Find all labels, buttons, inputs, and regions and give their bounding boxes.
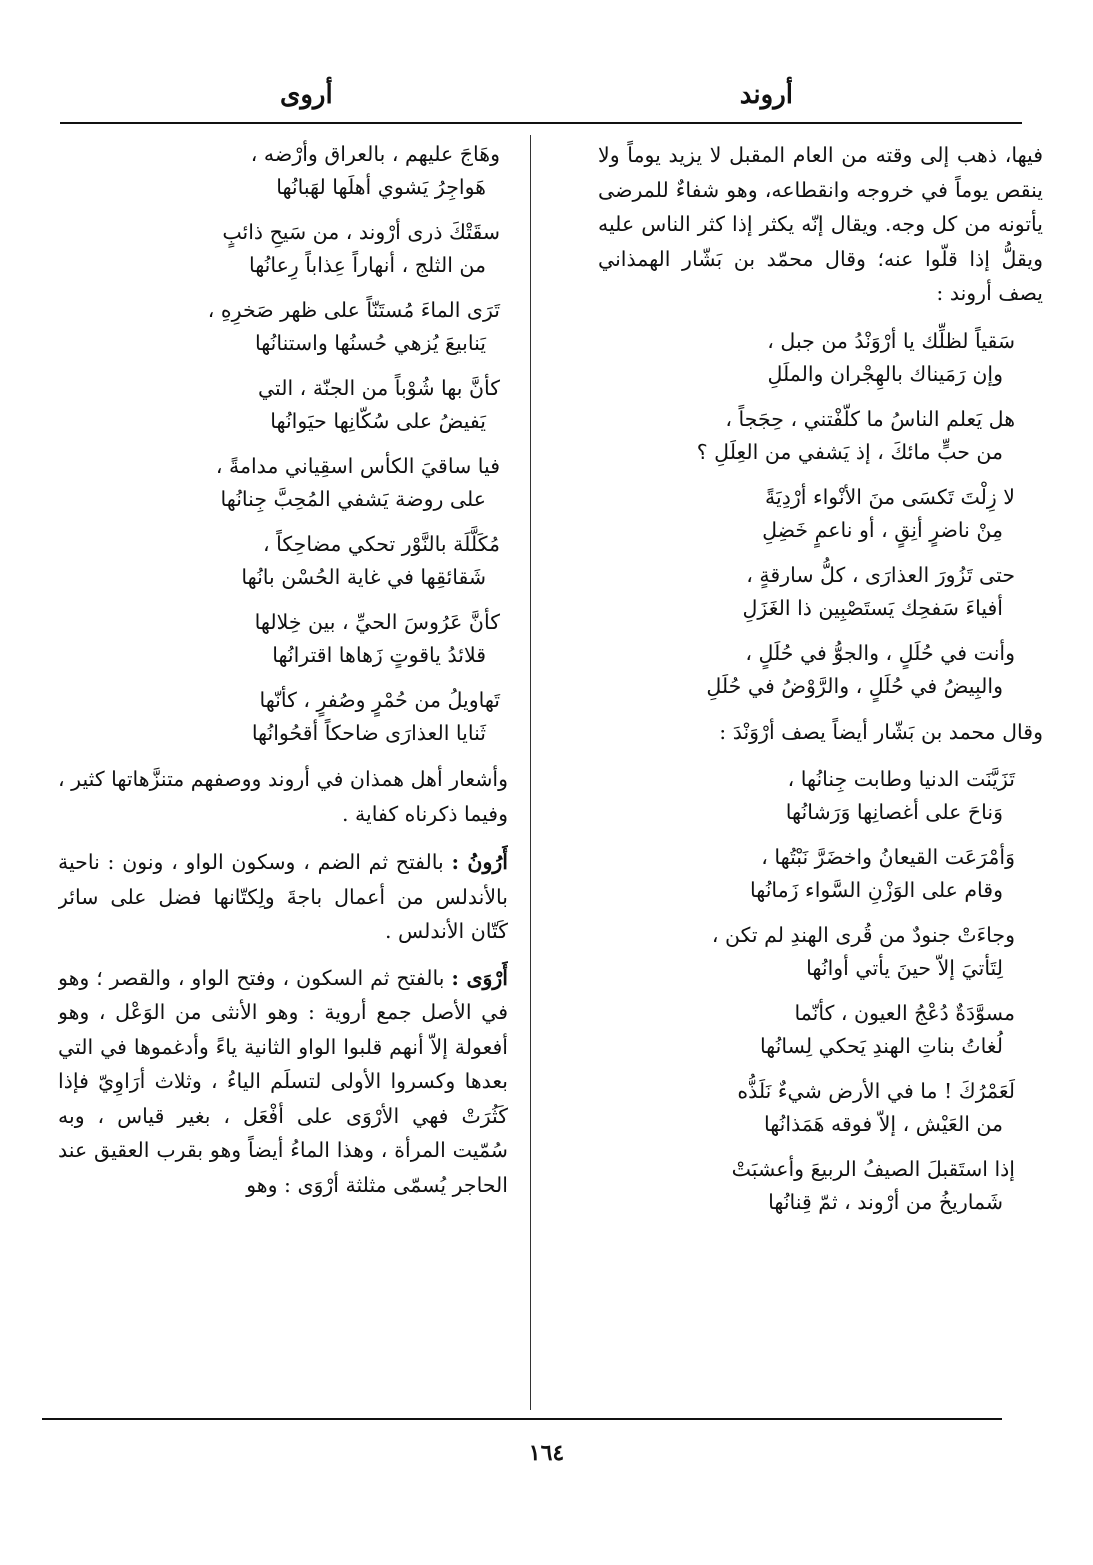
verse: [58, 138, 508, 204]
verse: [58, 216, 508, 282]
entry-headword: أَرُونُ :: [451, 850, 508, 874]
hemistich: شَماريخُ من أرْوند ، ثمّ قِنانُها: [768, 1190, 1003, 1214]
entry-arwa: [58, 961, 508, 1203]
hemistich: تَرَى الماءَ مُستَنّاً على ظهر صَخرِهِ ،: [207, 298, 500, 322]
transition-line: وقال محمد بن بَشّار أيضاً يصف أرْوَنْدَ :: [719, 719, 1043, 744]
hemistich: أفياءَ سَفحِك يَستَصْبِين ذا الغَزَلِ: [742, 595, 1003, 620]
hemistich: وجاءَتْ جنودٌ من قُرى الهندِ لم تكن ،: [711, 923, 1015, 947]
verse: [598, 1075, 1043, 1141]
hemistich: من الثلج ، أنهاراً عِذاباً رِعانُها: [248, 253, 486, 277]
verse: [58, 294, 508, 360]
hemistich: وَناحَ على أغصانِها وَرَشانُها: [785, 800, 1003, 824]
verse: [598, 763, 1043, 829]
closing-paragraph: وأشعار أهل همذان في أروند ووصفهم متنزَّهاتها كثير ، وفيما ذكرناه كفاية .: [58, 767, 508, 826]
hemistich: على روضة يَشفي المُحِبَّ جِنانُها: [220, 487, 486, 511]
hemistich: كأنَّ عَرُوسَ الحيِّ ، بين خِلالها: [254, 610, 500, 634]
verse: [58, 372, 508, 438]
verse: [598, 559, 1043, 625]
hemistich: وأنت في حُلَلٍ ، والجوُّ في حُلَلٍ ،: [745, 640, 1015, 665]
verse: [598, 919, 1043, 985]
running-header-left: أروى: [280, 80, 333, 110]
hemistich: لَعَمْرُكَ ! ما في الأرض شيءٌ نَلَذُّه: [737, 1079, 1015, 1103]
hemistich: مُكَلَّلَة بالنَّوْر تحكي مضاحِكاً ،: [262, 532, 500, 556]
hemistich: لِتَأتيَ إلاّ حينَ يأتي أوانُها: [806, 956, 1003, 980]
hemistich: والبِيضُ في حُلَلٍ ، والرَّوْضُ في حُلَلِ: [706, 673, 1003, 698]
hemistich: لا زِلْتَ تَكسَى منَ الأنْواء أرْدِيَةً: [765, 484, 1015, 509]
verse: [598, 481, 1043, 547]
verse: [58, 606, 508, 672]
hemistich: تَهاويلُ من حُمْرٍ وصُفرٍ ، كأنّها: [259, 688, 500, 712]
hemistich: وإن رَمَيناك بالهِجْران والملَلِ: [767, 361, 1003, 386]
top-rule: [60, 122, 1022, 124]
left-column: [58, 138, 508, 1408]
column-divider: [530, 135, 531, 1410]
hemistich: وَأمْرَعَت القيعانُ واخضَرَّ نَبْتُها ،: [761, 845, 1015, 869]
hemistich: مِنْ ناضرٍ أنِقٍ ، أو ناعمٍ خَضِلِ: [762, 517, 1003, 542]
entry-arun: [58, 845, 508, 949]
hemistich: من العَيْش ، إلاّ فوقه هَمَذانُها: [763, 1112, 1003, 1136]
hemistich: ثَنايا العذارَى ضاحكاً أقحُوانُها: [251, 721, 486, 745]
entry-headword: أَرْوَى :: [451, 965, 508, 990]
hemistich: قلائدُ ياقوتٍ زَهاها اقترانُها: [272, 643, 486, 667]
page-number: ١٦٤: [528, 1440, 565, 1466]
verse: [58, 684, 508, 750]
hemistich: إذا استَقبلَ الصيفُ الربيعَ وأعشبَتْ: [731, 1157, 1015, 1181]
hemistich: يَنابيعَ يُزهي حُسنُها واستنانُها: [254, 331, 486, 355]
right-column: [598, 138, 1043, 1408]
bottom-rule: [42, 1418, 1002, 1420]
hemistich: فيا ساقيَ الكأس اسقِياني مدامةً ،: [215, 454, 500, 478]
hemistich: هَواجِرُ يَشوي أهلَها لهَبانُها: [276, 175, 486, 199]
hemistich: سقَتْكَ ذرى أرْوند ، من سَيحِ ذائبٍ: [222, 220, 500, 244]
hemistich: سَقياً لظلِّك يا أرْوَنْدُ من جبل ،: [767, 328, 1015, 353]
verse: [598, 325, 1043, 391]
intro-paragraph: فيها، ذهب إلى وقته من العام المقبل لا يزيد يوماً ولا ينقص يوماً في خروجه وانقطاعه، وهو شفاءٌ للمرضى يأتونه من كل وجه. ويقال إنّه يكثر إذا كثر الناس عليه ويقلُّ إذا قلّوا عنه؛ وقال محمّد بن بَشّار الهمذاني يصف أروند :: [598, 143, 1043, 305]
verse: [598, 997, 1043, 1063]
verse: [598, 1153, 1043, 1219]
running-header-right: أروند: [739, 80, 793, 110]
hemistich: لُغاتُ بناتِ الهندِ يَحكي لِسانُها: [759, 1034, 1003, 1058]
hemistich: كأنَّ بها شُوْباً من الجنّة ، التي: [257, 376, 500, 400]
poem-two: [598, 763, 1043, 1219]
hemistich: حتى تَزُورَ العذارَى ، كلُّ سارقةٍ ،: [746, 562, 1015, 587]
hemistich: تَزَيَّنَت الدنيا وطابت جِنانُها ،: [787, 767, 1015, 791]
verse: [598, 841, 1043, 907]
hemistich: هل يَعلم الناسُ ما كلّفْتني ، حِجَجاً ،: [725, 406, 1015, 431]
entry-body: بالفتح ثم الضم ، وسكون الواو ، ونون : ناحية بالأندلس من أعمال باجةَ ولِكتّانها فضل على سائر كَتّان الأندلس .: [58, 850, 508, 943]
hemistich: من حبٍّ مائكَ ، إذ يَشفي من العِلَلِ ؟: [696, 439, 1003, 464]
entry-body: بالفتح ثم السكون ، وفتح الواو ، والقصر ؛ وهو في الأصل جمع أروية : وهو الأنثى من الوَعْل ، وهو أفعولة إلاّ أنهم قلبوا الواو الثانية ياءً وأدغموها في التي بعدها وكسروا الأولى لتسلَم الياءُ ، وثلاث أرَاوِيّ فإذا كَثُرَتْ فهي الأرْوَى على أفْعَل ، بغير قياس ، وبه سُمّيت المرأة ، وهذا الماءُ أيضاً وهو بقرب العقيق عند الحاجر يُسمّى مثلثة أرْوَى : وهو: [58, 965, 508, 1197]
hemistich: يَفيضُ على سُكّانِها حيَوانُها: [270, 409, 486, 433]
hemistich: شَقائقِها في غاية الحُسْن بانُها: [241, 565, 486, 589]
poem-continuation: [58, 138, 508, 750]
hemistich: وقام على الوَزْنِ السَّواء زَمانُها: [750, 878, 1003, 902]
verse: [58, 528, 508, 594]
verse: [58, 450, 508, 516]
hemistich: وهَاجَ عليهم ، بالعراق وأرْضه ،: [250, 142, 500, 166]
poem-one: [598, 325, 1043, 703]
verse: [598, 403, 1043, 469]
hemistich: مسوَّدَةٌ دُعْجُ العيون ، كأنّما: [794, 1001, 1015, 1025]
verse: [598, 637, 1043, 703]
